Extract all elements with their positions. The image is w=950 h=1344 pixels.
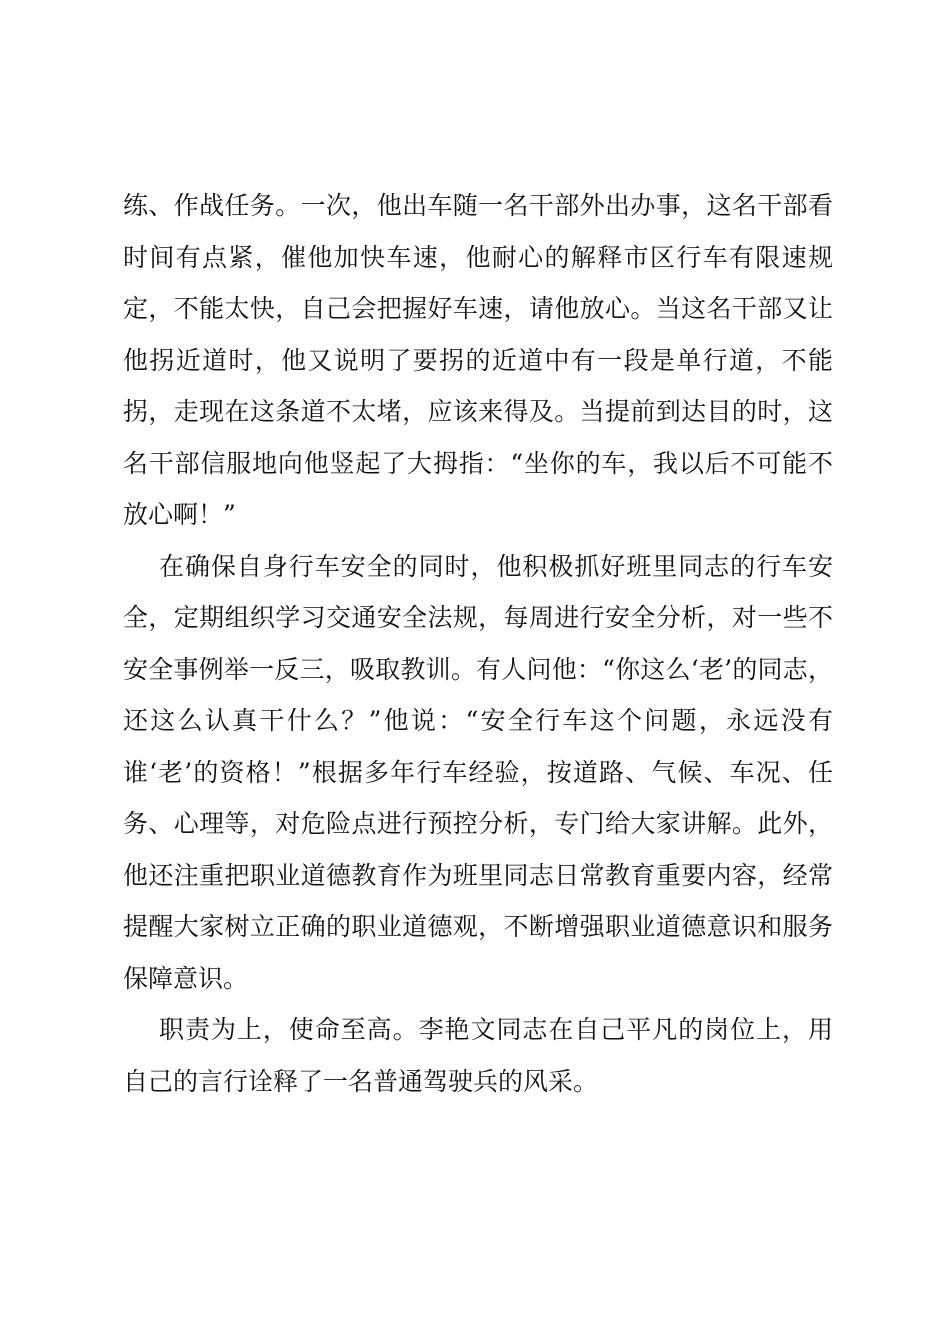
paragraph-continuation: 练、作战任务。一次，他出车随一名干部外出办事，这名干部看时间有点紧，催他加快车速，他耐心的解释市区行车有限速规定，不能太快，自己会把握好车速，请他放心。当这名干部又让他拐近道时，他又说明了要拐的近道中有一段是单行道，不能拐，走现在这条道不太堵，应该来得及。当提前到达目的时，这名干部信服地向他竖起了大拇指：“坐你的车，我以后不可能不放心啊！” xyxy=(123,191,833,529)
body-text xyxy=(123,180,833,1107)
paragraph-safety: 在确保自身行车安全的同时，他积极抓好班里同志的行车安全，定期组织学习交通安全法规，每周进行安全分析，对一些不安全事例举一反三，吸取教训。有人问他：“你这么‘老’的同志，还这么认真干什么？”他说：“安全行车这个问题，永远没有谁‘老’的资格！”根据多年行车经验，按道路、气候、车况、任务、心理等，对危险点进行预控分析，专门给大家讲解。此外，他还注重把职业道德教育作为班里同志日常教育重要内容，经常提醒大家树立正确的职业道德观，不断增强职业道德意识和服务保障意识。 xyxy=(123,551,833,993)
paragraph-conclusion: 职责为上，使命至高。李艳文同志在自己平凡的岗位上，用自己的言行诠释了一名普通驾驶兵的风采。 xyxy=(123,1015,833,1096)
